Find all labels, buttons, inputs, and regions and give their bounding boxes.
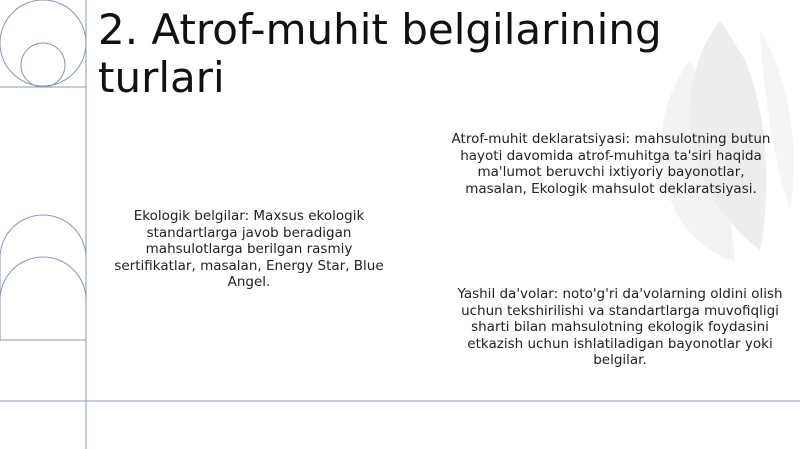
text-block-ecolabels: Ekologik belgilar: Maxsus ekologik standartlarga javob beradigan mahsulotlarga berilgan rasmiy sertifikatlar, masalan, Energy Star, Blue Angel. <box>114 208 384 290</box>
text-block-declaration: Atrof-muhit deklaratsiyasi: mahsulotning butun hayoti davomida atrof-muhitga ta'siri haqida ma'lumot beruvchi ixtiyoriy bayonotlar, masalan, Ekologik mahsulot deklaratsiyasi. <box>451 131 771 197</box>
slide-title: 2. Atrof-muhit belgilarining turlari <box>98 5 662 102</box>
text-block-green-claims: Yashil da'volar: noto'g'ri da'volarning oldini olish uchun tekshirilishi va standartlarga muvofiqligi sharti bilan mahsulotning ekologik foydasini etkazish uchun ishlatiladigan bayonotlar yoki belgilar. <box>457 286 783 368</box>
